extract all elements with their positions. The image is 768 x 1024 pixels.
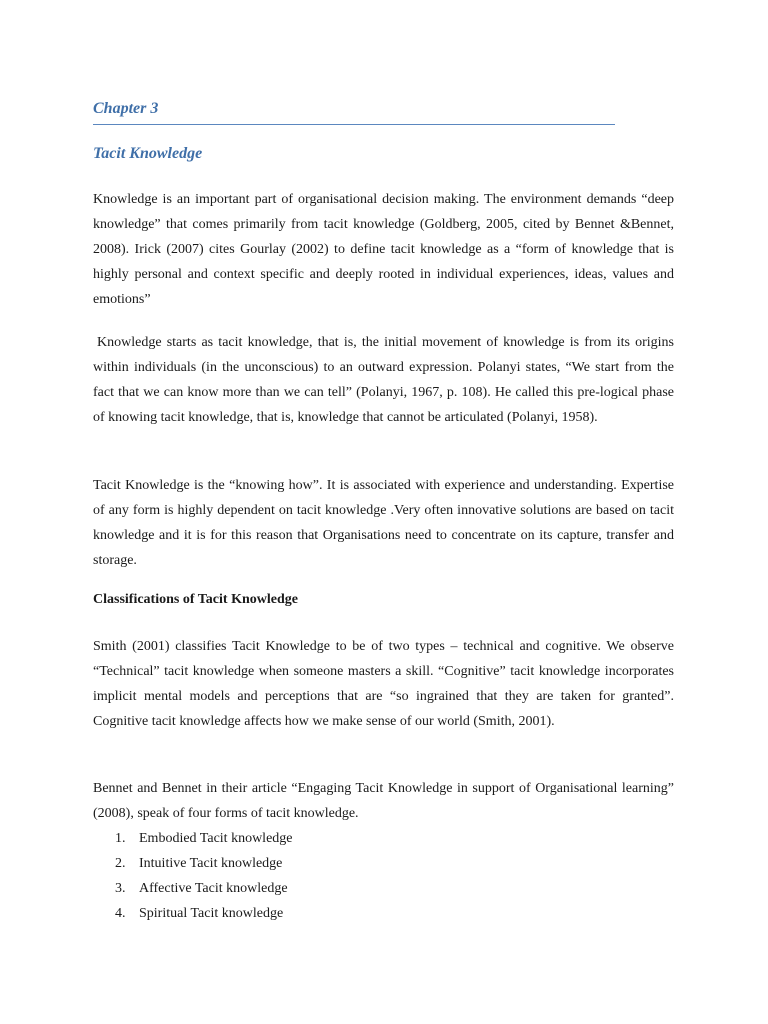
list-item <box>93 876 293 901</box>
paragraph-knowing-how: Tacit Knowledge is the “knowing how”. It is associated with experience and understanding. Expertise of any form is highly dependent on tacit knowledge .Very often innovative solutions are based on tacit knowledge and it is for this reason that Organisations need to concentrate on its capture, transfer and storage. <box>93 478 674 568</box>
chapter-label: Chapter 3 <box>93 100 159 117</box>
paragraph-polanyi: Knowledge starts as tacit knowledge, that is, the initial movement of knowledge is from its origins within individuals (in the unconscious) to an outward expression. Polanyi states, “We start from the fact that we can know more than we can tell” (Polanyi, 1967, p. 108). He called this pre-logical phase of knowing tacit knowledge, that is, knowledge that cannot be articulated (Polanyi, 1958). <box>93 335 674 425</box>
chapter-divider <box>93 124 615 125</box>
list-item <box>93 901 293 926</box>
chapter-title: Tacit Knowledge <box>93 145 203 162</box>
paragraph-intro: Knowledge is an important part of organisational decision making. The environment demands “deep knowledge” that comes primarily from tacit knowledge (Goldberg, 2005, cited by Bennet &Bennet, 2008). Irick (2007) cites Gourlay (2002) to define tacit knowledge as a “form of knowledge that is highly personal and context specific and deeply rooted in individual experiences, ideas, values and emotions” <box>93 192 674 307</box>
list-item-number: 1. <box>115 831 126 846</box>
list-item-number: 2. <box>115 856 126 871</box>
list-item-number: 4. <box>115 906 126 921</box>
list-item-number: 3. <box>115 881 126 896</box>
list-item <box>93 851 293 876</box>
list-item-text: Intuitive Tacit knowledge <box>139 856 283 871</box>
section-heading: Classifications of Tacit Knowledge <box>93 592 298 607</box>
paragraph-smith: Smith (2001) classifies Tacit Knowledge to be of two types – technical and cognitive. We observe “Technical” tacit knowledge when someone masters a skill. “Cognitive” tacit knowledge incorporates implicit mental models and perceptions that are “so ingrained that they are taken for granted”. Cognitive tacit knowledge affects how we make sense of our world (Smith, 2001). <box>93 639 674 729</box>
list-item-text: Spiritual Tacit knowledge <box>139 906 284 921</box>
paragraph-bennet: Bennet and Bennet in their article “Engaging Tacit Knowledge in support of Organisational learning” (2008), speak of four forms of tacit knowledge. <box>93 781 674 821</box>
list-item-text: Affective Tacit knowledge <box>139 881 288 896</box>
tacit-forms-list <box>93 826 293 926</box>
list-item-text: Embodied Tacit knowledge <box>139 831 293 846</box>
list-item <box>93 826 293 851</box>
